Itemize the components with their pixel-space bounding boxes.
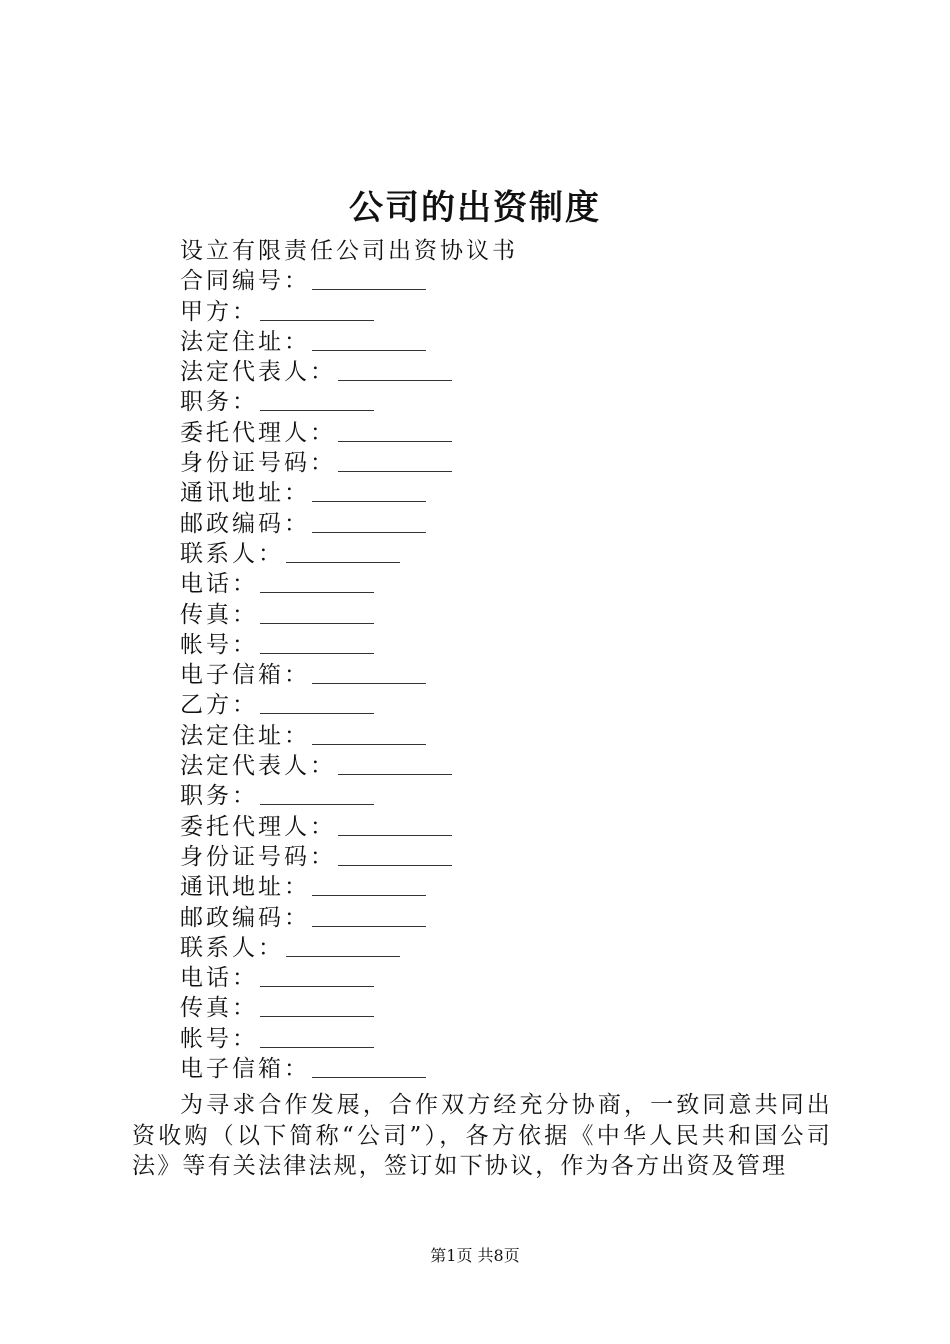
form-field-label: 职务： (180, 389, 258, 416)
form-field-label: 通讯地址： (180, 874, 310, 901)
form-field-label: 电子信箱： (180, 662, 310, 689)
form-field-blank (260, 693, 374, 714)
form-field-line (180, 387, 840, 417)
form-field-line (180, 266, 840, 296)
page-footer: 第1页 共8页 (430, 1246, 520, 1265)
form-field-line (180, 993, 840, 1023)
form-field-line (180, 1054, 840, 1084)
form-field-label: 乙方： (180, 692, 258, 719)
form-field-label: 委托代理人： (180, 813, 336, 840)
form-field-label: 邮政编码： (180, 510, 310, 537)
form-field-line (180, 933, 840, 963)
form-field-line (180, 297, 840, 327)
form-field-blank (312, 269, 426, 290)
form-field-label: 法定住址： (180, 722, 310, 749)
form-field-blank (312, 481, 426, 502)
field-list (180, 266, 840, 1084)
form-field-label: 电话： (180, 965, 258, 992)
form-field-blank (260, 966, 374, 987)
form-field-line (180, 660, 840, 690)
form-field-blank (312, 663, 426, 684)
form-field-blank (312, 724, 426, 745)
form-field-blank (260, 784, 374, 805)
form-field-blank (338, 360, 452, 381)
form-field-blank (260, 572, 374, 593)
form-field-label: 联系人： (180, 934, 284, 961)
form-field-line (180, 569, 840, 599)
form-field-line (180, 327, 840, 357)
form-field-blank (286, 936, 400, 957)
form-field-line (180, 721, 840, 751)
form-field-label: 帐号： (180, 631, 258, 658)
form-field-blank (312, 512, 426, 533)
form-field-line (180, 357, 840, 387)
form-field-label: 传真： (180, 601, 258, 628)
form-field-line (180, 478, 840, 508)
form-field-blank (260, 300, 374, 321)
form-field-blank (338, 754, 452, 775)
form-field-label: 身份证号码： (180, 843, 336, 870)
form-field-label: 传真： (180, 995, 258, 1022)
form-field-blank (260, 390, 374, 411)
form-field-label: 联系人： (180, 540, 284, 567)
form-field-line (180, 781, 840, 811)
form-field-line (180, 1024, 840, 1054)
form-field-line (180, 418, 840, 448)
agreement-paragraph: 为寻求合作发展，合作双方经充分协商，一致同意共同出资收购（以下简称“公司”），各方依据《中华人民共和国公司法》等有关法律法规，签订如下协议，作为各方出资及管理 (132, 1092, 832, 1179)
form-field-blank (312, 875, 426, 896)
form-field-blank (338, 815, 452, 836)
form-field-line (180, 872, 840, 902)
form-field-label: 职务： (180, 783, 258, 810)
form-field-line (180, 448, 840, 478)
form-field-label: 电子信箱： (180, 1056, 310, 1083)
form-field-blank (312, 906, 426, 927)
form-field-blank (286, 542, 400, 563)
form-field-line (180, 903, 840, 933)
form-field-blank (260, 1027, 374, 1048)
form-field-label: 邮政编码： (180, 904, 310, 931)
form-field-label: 身份证号码： (180, 450, 336, 477)
form-field-label: 帐号： (180, 1025, 258, 1052)
form-field-line (180, 509, 840, 539)
form-body (180, 236, 840, 1084)
form-field-label: 通讯地址： (180, 480, 310, 507)
form-field-line (180, 690, 840, 720)
agreement-subtitle: 设立有限责任公司出资协议书 (180, 238, 518, 264)
form-field-line (180, 751, 840, 781)
form-field-blank (312, 330, 426, 351)
form-field-label: 电话： (180, 571, 258, 598)
form-field-label: 法定代表人： (180, 753, 336, 780)
form-field-blank (338, 421, 452, 442)
form-field-line (180, 600, 840, 630)
document-title: 公司的出资制度 (349, 188, 601, 228)
form-field-label: 甲方： (180, 298, 258, 325)
form-field-blank (260, 603, 374, 624)
form-field-label: 合同编号： (180, 268, 310, 295)
form-field-label: 法定代表人： (180, 359, 336, 386)
form-field-label: 法定住址： (180, 328, 310, 355)
form-field-blank (338, 451, 452, 472)
form-field-label: 委托代理人： (180, 419, 336, 446)
form-field-blank (338, 845, 452, 866)
form-field-line (180, 630, 840, 660)
form-field-line (180, 842, 840, 872)
form-field-line (180, 812, 840, 842)
form-field-blank (260, 633, 374, 654)
form-field-blank (260, 996, 374, 1017)
form-field-blank (312, 1057, 426, 1078)
form-field-line (180, 963, 840, 993)
form-field-line (180, 539, 840, 569)
